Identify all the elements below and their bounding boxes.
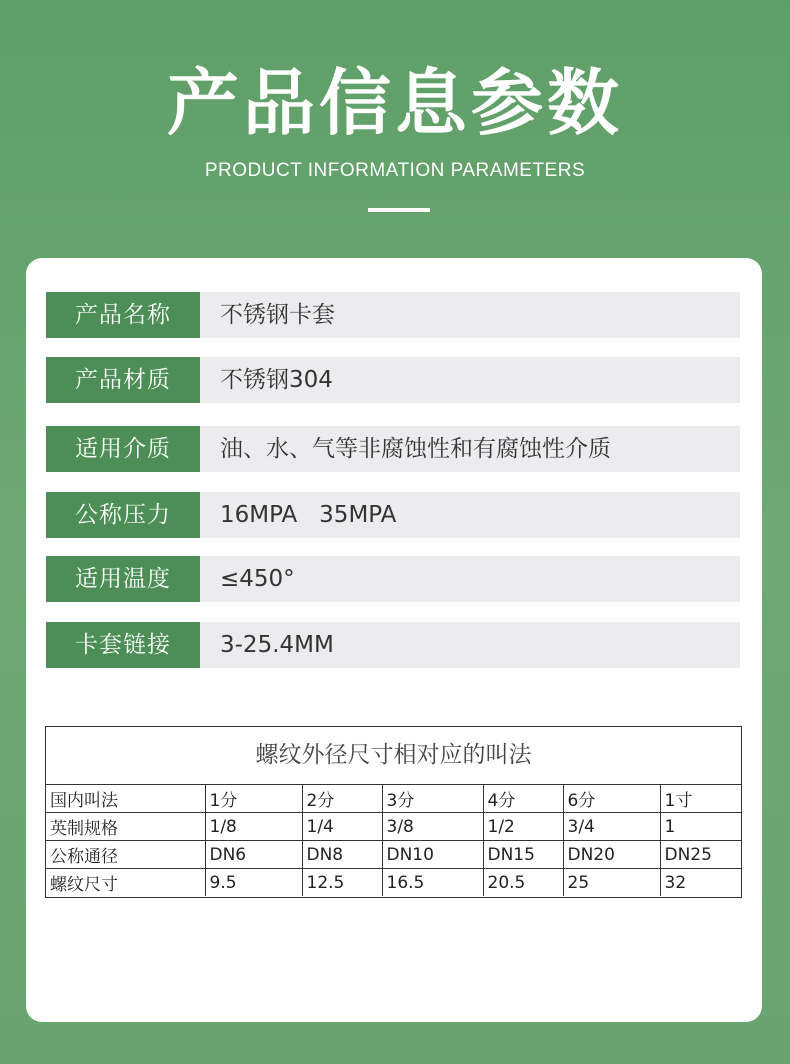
param-label: 适用介质 bbox=[46, 426, 200, 472]
param-row-temperature bbox=[46, 556, 740, 602]
param-label: 产品材质 bbox=[46, 357, 200, 403]
table-cell: DN15 bbox=[483, 841, 563, 869]
table-row bbox=[46, 869, 741, 897]
table-cell: 4分 bbox=[483, 785, 563, 813]
table-cell: 1分 bbox=[205, 785, 302, 813]
table-cell: 6分 bbox=[563, 785, 660, 813]
table-cell: DN25 bbox=[660, 841, 741, 869]
param-row-connection bbox=[46, 622, 740, 668]
param-row-pressure bbox=[46, 492, 740, 538]
table-cell: DN8 bbox=[302, 841, 382, 869]
param-value: 不锈钢卡套 bbox=[220, 302, 335, 328]
table-row bbox=[46, 813, 741, 841]
table-cell: 1寸 bbox=[660, 785, 741, 813]
table-cell: 2分 bbox=[302, 785, 382, 813]
table-cell: 英制规格 bbox=[46, 813, 205, 841]
param-label: 产品名称 bbox=[46, 292, 200, 338]
table-cell: DN10 bbox=[382, 841, 483, 869]
table-cell: 国内叫法 bbox=[46, 785, 205, 813]
param-row-medium bbox=[46, 426, 740, 472]
page-title: 产品信息参数 bbox=[166, 61, 623, 145]
table-cell: 25 bbox=[563, 869, 660, 897]
param-value: 3-25.4MM bbox=[220, 632, 334, 658]
table-cell: 9.5 bbox=[205, 869, 302, 897]
table-grid bbox=[46, 784, 741, 896]
table-cell: DN6 bbox=[205, 841, 302, 869]
info-card bbox=[26, 258, 762, 1022]
table-cell: 3分 bbox=[382, 785, 483, 813]
table-cell: 12.5 bbox=[302, 869, 382, 897]
param-row-name bbox=[46, 292, 740, 338]
table-row bbox=[46, 841, 741, 869]
param-row-material bbox=[46, 357, 740, 403]
param-label: 卡套链接 bbox=[46, 622, 200, 668]
table-cell: 3/4 bbox=[563, 813, 660, 841]
table-cell: 20.5 bbox=[483, 869, 563, 897]
param-label: 公称压力 bbox=[46, 492, 200, 538]
param-value: 不锈钢304 bbox=[220, 367, 333, 393]
table-cell: DN20 bbox=[563, 841, 660, 869]
table-cell: 公称通径 bbox=[46, 841, 205, 869]
table-caption: 螺纹外径尺寸相对应的叫法 bbox=[255, 742, 532, 768]
table-cell: 1 bbox=[660, 813, 741, 841]
param-value: ≤450° bbox=[220, 566, 295, 592]
param-value: 16MPA 35MPA bbox=[220, 502, 397, 528]
table-cell: 3/8 bbox=[382, 813, 483, 841]
table-row bbox=[46, 785, 741, 813]
table-cell: 32 bbox=[660, 869, 741, 897]
param-label: 适用温度 bbox=[46, 556, 200, 602]
table-cell: 1/4 bbox=[302, 813, 382, 841]
param-value: 油、水、气等非腐蚀性和有腐蚀性介质 bbox=[220, 436, 611, 462]
title-divider bbox=[368, 208, 430, 212]
table-cell: 16.5 bbox=[382, 869, 483, 897]
table-cell: 1/8 bbox=[205, 813, 302, 841]
thread-size-table bbox=[45, 726, 742, 898]
table-cell: 螺纹尺寸 bbox=[46, 869, 205, 897]
page-subtitle: PRODUCT INFORMATION PARAMETERS bbox=[204, 160, 586, 181]
table-cell: 1/2 bbox=[483, 813, 563, 841]
